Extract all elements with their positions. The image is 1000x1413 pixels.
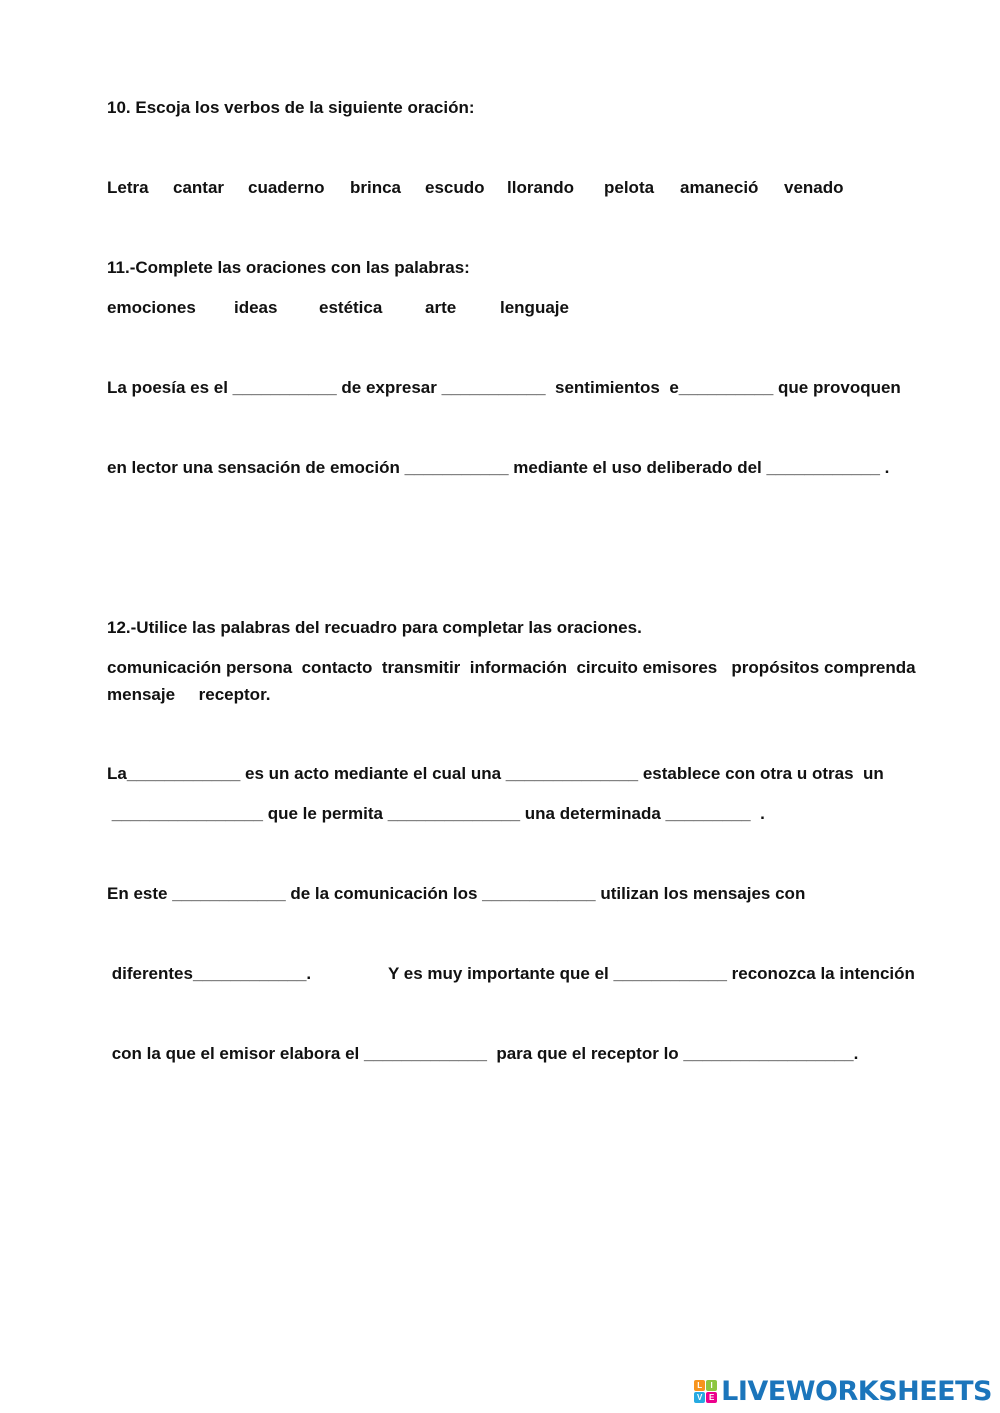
q10-word: venado [784, 178, 844, 197]
q12-sentence-line: En este ____________ de la comunicación los ____________ utilizan los mensajes con [107, 884, 806, 903]
q11-word: arte [425, 298, 457, 317]
q11-sentence-line: en lector una sensación de emoción ___________ mediante el uso deliberado del ____________ . [107, 458, 890, 477]
q10-word: pelota [604, 178, 655, 197]
brand-name: LIVEWORKSHEETS [721, 1376, 992, 1407]
q10-word: amaneció [680, 178, 759, 197]
q12-title: 12.-Utilice las palabras del recuadro para completar las oraciones. [107, 618, 642, 637]
q11-word: estética [319, 298, 383, 317]
q10-word: Letra [107, 178, 149, 197]
q10-title: 10. Escoja los verbos de la siguiente oración: [107, 98, 475, 117]
q11-sentence-line: La poesía es el ___________ de expresar ___________ sentimientos e__________ que provoquen [107, 378, 901, 397]
q12-sentence-line: con la que el emisor elabora el _____________ para que el receptor lo __________________. [107, 1044, 859, 1063]
q10-word: cuaderno [248, 178, 325, 197]
q11-title: 11.-Complete las oraciones con las palabras: [107, 258, 470, 277]
q12-sentence-line: diferentes____________. [107, 964, 312, 983]
q11-word: lenguaje [500, 298, 569, 317]
q12-sentence-line: La____________ es un acto mediante el cual una ______________ establece con otra u otras un [107, 764, 884, 783]
q10-word: llorando [507, 178, 575, 197]
logo-tile: L [694, 1380, 705, 1391]
logo-tile: I [706, 1380, 717, 1391]
q10-word-bank [107, 177, 867, 199]
logo-grid-icon [694, 1380, 717, 1403]
q10-word: cantar [173, 178, 225, 197]
q10-word: brinca [350, 178, 402, 197]
q11-word: ideas [234, 298, 278, 317]
logo-tile: E [706, 1392, 717, 1403]
q11-word-bank [107, 297, 607, 319]
q10-word: escudo [425, 178, 485, 197]
liveworksheets-logo [694, 1376, 992, 1407]
logo-tile: V [694, 1392, 705, 1403]
q12-sentence-line: Y es muy importante que el ____________ reconozca la intención [388, 964, 915, 983]
q12-sentence-line: ________________ que le permita ______________ una determinada _________ . [107, 804, 765, 823]
q12-word-bank-line: mensaje receptor. [107, 685, 271, 704]
q12-word-bank-line: comunicación persona contacto transmitir información circuito emisores propósitos comprenda [107, 658, 916, 677]
q11-word: emociones [107, 298, 196, 317]
